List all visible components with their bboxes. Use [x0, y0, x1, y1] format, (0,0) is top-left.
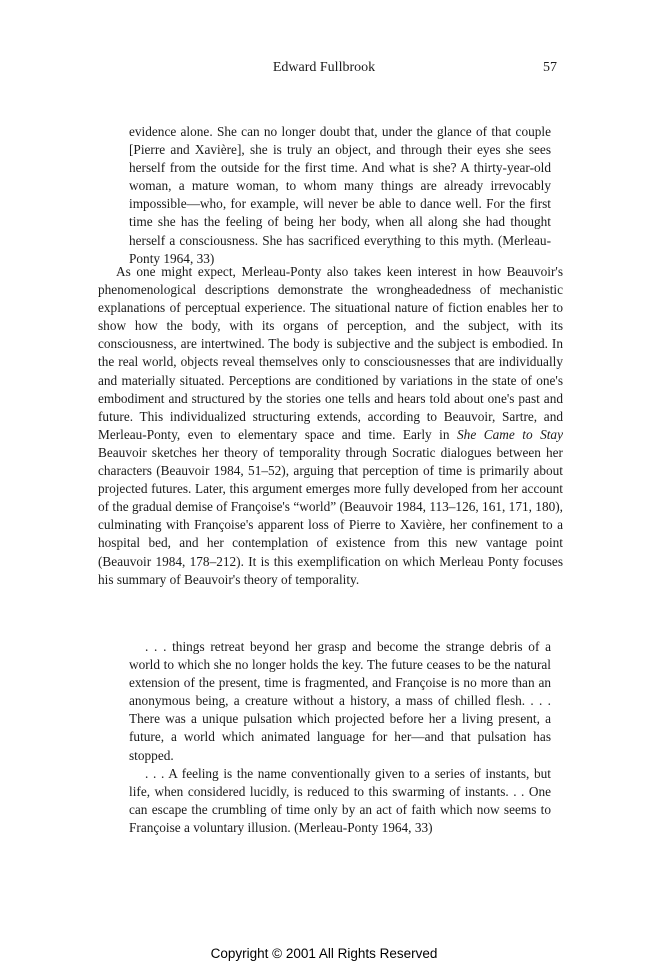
- paragraph-text-after-title: Beauvoir sketches her theory of temporality through Socratic dialogues between her characters (Beauvoir 1984, 51–52), arguing that perception of time is primarily about projected futures. Later, this argument emerges more fully developed from her account of the gradual demise of Françoise's “world” (Beauvoir 1984, 113–126, 161, 171, 180), culminating with Françoise's apparent loss of Pierre to Xavière, her confinement to a hospital bed, and her contemplation of existence from this new vantage point (Beauvoir 1984, 178–212). It is this exemplification on which Merleau Ponty focuses his summary of Beauvoir's theory of temporality.: [98, 444, 563, 587]
- running-head: [0, 60, 648, 82]
- block-quote-second-para-1: . . . things retreat beyond her grasp and become the strange debris of a world to which she no longer holds the key. The future ceases to be the natural extension of the present, time is fragmented, and Françoise is no more than an anonymous being, a creature without a history, a mass of chilled flesh. . . . There was a unique pulsation which projected before her a living present, a future, a world which animated language for her—and that pulsation has stopped.: [129, 639, 551, 763]
- block-quote-second-para-2: . . . A feeling is the name conventionally given to a series of instants, but life, when considered lucidly, is reduced to this swarming of instants. . . One can escape the crumbling of time only by an act of faith which now seems to Françoise a voluntary illusion. (Merleau-Ponty 1964, 33): [129, 765, 551, 835]
- block-quote-second: [129, 638, 551, 837]
- page-number: 57: [543, 60, 557, 75]
- block-quote-first-text: evidence alone. She can no longer doubt that, under the glance of that couple [Pierre and Xavière], she is truly an object, and through their eyes she sees herself from the outside for the first time. And what is she? A thirty-year-old woman, a mature woman, to whom many things are already irrevocably impossible—who, for example, will never be able to dance well. For the first time she has the feeling of being her body, when all along she had thought herself a consciousness. She has sacrificed everything to this myth. (Merleau-Ponty 1964, 33): [129, 124, 551, 266]
- paragraph-text-before-title: As one might expect, Merleau-Ponty also takes keen interest in how Beauvoir's phenomenological descriptions demonstrate the wrongheadedness of mechanistic explanations of perceptual experience. The situational nature of fiction enables her to show how the body, with its organs of perception, and the subject, with its consciousness, are intertwined. The body is subjective and the subject is embodied. In the real world, objects reveal themselves only to consciousnesses that are individually and materially situated. Perceptions are conditioned by variations in the state of one's embodiment and structured by the stories one tells and hears told about one's past and future. This individualized structuring extends, according to Beauvoir, Sartre, and Merleau-Ponty, even to elementary space and time. Early in: [98, 264, 563, 442]
- book-title: She Came to Stay: [457, 426, 563, 442]
- running-head-author: Edward Fullbrook: [272, 60, 376, 75]
- copyright-footer: Copyright © 2001 All Rights Reserved: [210, 946, 438, 961]
- block-quote-first: [129, 123, 551, 268]
- body-paragraph: [98, 263, 563, 589]
- body-paragraph-text: [98, 263, 563, 589]
